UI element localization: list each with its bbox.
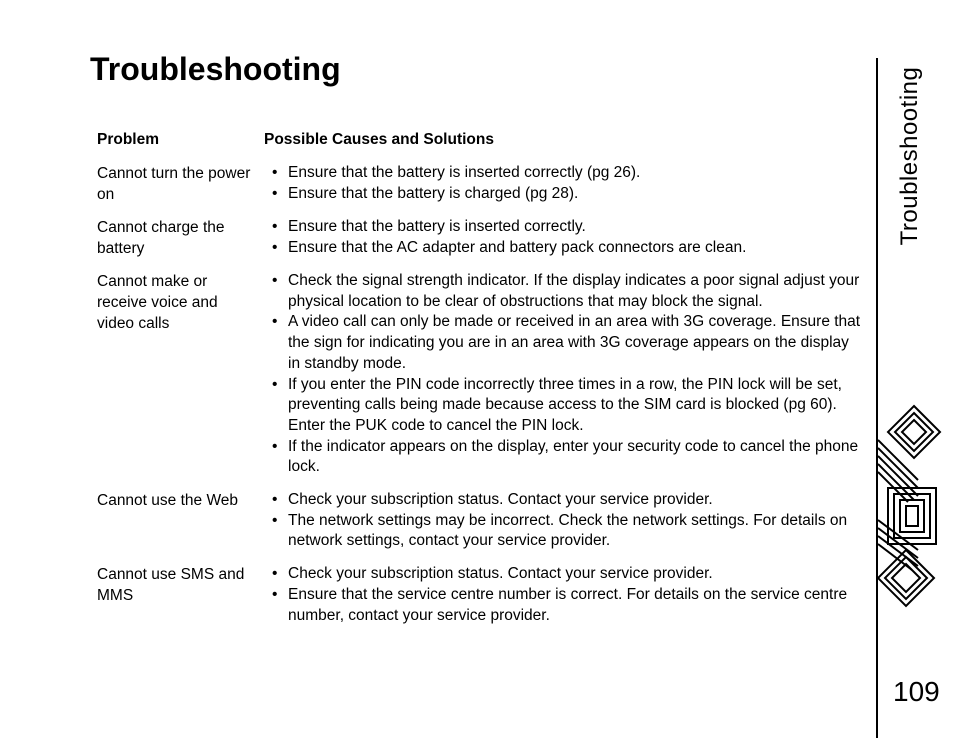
table-row — [97, 163, 861, 205]
table-row — [97, 271, 861, 478]
solution-item: • Ensure that the battery is inserted correctly (pg 26). — [264, 163, 861, 184]
solution-item: • If the indicator appears on the display, enter your security code to cancel the phone lock. — [264, 437, 861, 478]
solutions-cell — [264, 490, 861, 552]
solutions-list — [264, 271, 861, 478]
problem-cell: Cannot turn the power on — [97, 165, 251, 203]
solution-item: • If you enter the PIN code incorrectly three times in a row, the PIN lock will be set, preventing calls being made because access to the SIM card is blocked (pg 60). Enter the PUK code to cancel the PIN lock. — [264, 375, 861, 437]
solution-item: • Ensure that the battery is charged (pg 28). — [264, 184, 861, 205]
solutions-list — [264, 564, 861, 626]
problem-cell: Cannot use SMS and MMS — [97, 566, 245, 605]
problem-cell: Cannot charge the battery — [97, 219, 225, 257]
solutions-cell — [264, 217, 861, 259]
solution-item: • Ensure that the battery is inserted correctly. — [264, 217, 861, 238]
solution-item: • The network settings may be incorrect. Check the network settings. For details on network settings, contact your service provider. — [264, 511, 861, 552]
side-section-tab — [874, 58, 924, 248]
page-title: Troubleshooting — [90, 51, 341, 87]
solution-item: • Check your subscription status. Contact your service provider. — [264, 564, 861, 585]
solutions-list — [264, 217, 861, 258]
table-row — [97, 217, 861, 259]
stacked-diamonds-decoration-icon — [878, 400, 944, 620]
solution-item: • Check your subscription status. Contact your service provider. — [264, 490, 861, 511]
table-header-row — [97, 129, 861, 151]
table-body — [97, 163, 861, 626]
solutions-cell — [264, 163, 861, 205]
table-row — [97, 564, 861, 626]
problem-cell: Cannot make or receive voice and video calls — [97, 273, 218, 332]
solutions-cell — [264, 271, 861, 478]
side-section-label: Troubleshooting — [896, 66, 923, 246]
page-number: 109 — [893, 676, 940, 707]
troubleshooting-table — [97, 129, 861, 638]
solutions-cell — [264, 564, 861, 626]
header-solutions: Possible Causes and Solutions — [264, 131, 494, 148]
solutions-list — [264, 163, 861, 204]
solution-item: • Ensure that the AC adapter and battery pack connectors are clean. — [264, 238, 861, 259]
solutions-list — [264, 490, 861, 552]
header-problem: Problem — [97, 131, 160, 148]
table-row — [97, 490, 861, 552]
problem-cell: Cannot use the Web — [97, 492, 239, 510]
solution-item: • Check the signal strength indicator. If the display indicates a poor signal adjust your physical location to be clear of obstructions that may block the signal. — [264, 271, 861, 312]
solution-item: • A video call can only be made or received in an area with 3G coverage. Ensure that the sign for indicating you are in an area with 3G coverage appears on the display in standby mode. — [264, 312, 861, 374]
solution-item: • Ensure that the service centre number is correct. For details on the service centre number, contact your service provider. — [264, 585, 861, 626]
